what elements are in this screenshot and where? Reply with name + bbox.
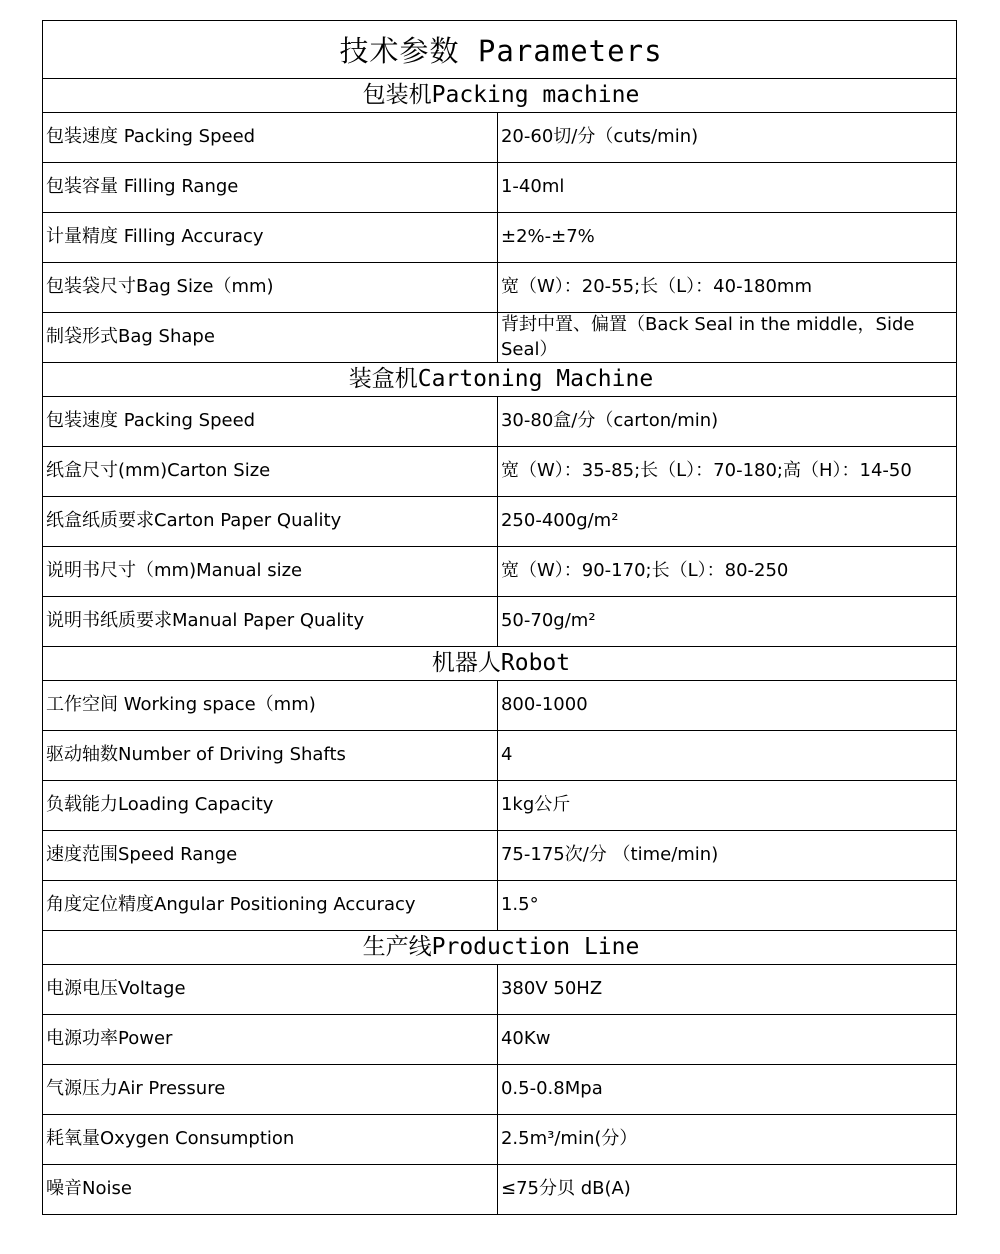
table-row — [43, 447, 957, 497]
parameter-value: 1.5° — [497, 881, 956, 931]
parameters-table-body — [43, 21, 957, 1215]
table-row — [43, 163, 957, 213]
parameter-label: 制袋形式Bag Shape — [43, 313, 498, 363]
page-title: 技术参数 Parameters — [43, 21, 957, 79]
parameter-value: 1-40ml — [497, 163, 956, 213]
parameter-label: 说明书纸质要求Manual Paper Quality — [43, 597, 498, 647]
parameter-value: 2.5m³/min(分） — [497, 1115, 956, 1165]
section-heading-row — [43, 931, 957, 965]
section-heading: 机器人Robot — [43, 647, 957, 681]
table-row — [43, 597, 957, 647]
table-row — [43, 1015, 957, 1065]
parameter-label: 驱动轴数Number of Driving Shafts — [43, 731, 498, 781]
parameter-label: 计量精度 Filling Accuracy — [43, 213, 498, 263]
parameter-value: ≤75分贝 dB(A) — [497, 1165, 956, 1215]
parameter-value: 250-400g/m² — [497, 497, 956, 547]
section-heading: 生产线Production Line — [43, 931, 957, 965]
parameter-label: 说明书尺寸（mm)Manual size — [43, 547, 498, 597]
parameter-value: 40Kw — [497, 1015, 956, 1065]
table-row — [43, 547, 957, 597]
parameter-value: 4 — [497, 731, 956, 781]
table-row — [43, 313, 957, 363]
table-row — [43, 1065, 957, 1115]
table-row — [43, 881, 957, 931]
parameter-label: 电源电压Voltage — [43, 965, 498, 1015]
section-heading: 装盒机Cartoning Machine — [43, 363, 957, 397]
table-row — [43, 831, 957, 881]
parameter-label: 负载能力Loading Capacity — [43, 781, 498, 831]
table-row — [43, 497, 957, 547]
parameter-label: 包装袋尺寸Bag Size（mm) — [43, 263, 498, 313]
parameter-value: 75-175次/分 （time/min) — [497, 831, 956, 881]
parameters-table — [42, 20, 957, 1215]
table-row — [43, 781, 957, 831]
parameter-value: ±2%-±7% — [497, 213, 956, 263]
title-row — [43, 21, 957, 79]
section-heading-row — [43, 79, 957, 113]
parameter-label: 电源功率Power — [43, 1015, 498, 1065]
parameter-label: 耗氧量Oxygen Consumption — [43, 1115, 498, 1165]
table-row — [43, 1165, 957, 1215]
parameter-label: 噪音Noise — [43, 1165, 498, 1215]
section-heading: 包装机Packing machine — [43, 79, 957, 113]
section-heading-row — [43, 363, 957, 397]
parameter-value: 宽（W）：90-170;长（L）：80-250 — [497, 547, 956, 597]
table-row — [43, 213, 957, 263]
parameter-value: 宽（W）：20-55;长（L）：40-180mm — [497, 263, 956, 313]
parameter-value: 宽（W）：35-85;长（L）：70-180;高（H）：14-50 — [497, 447, 956, 497]
table-row — [43, 681, 957, 731]
table-row — [43, 965, 957, 1015]
parameter-label: 纸盒纸质要求Carton Paper Quality — [43, 497, 498, 547]
parameter-label: 纸盒尺寸(mm)Carton Size — [43, 447, 498, 497]
parameter-value: 380V 50HZ — [497, 965, 956, 1015]
parameter-label: 包装速度 Packing Speed — [43, 397, 498, 447]
table-row — [43, 1115, 957, 1165]
table-row — [43, 731, 957, 781]
parameter-label: 速度范围Speed Range — [43, 831, 498, 881]
table-row — [43, 263, 957, 313]
table-row — [43, 113, 957, 163]
parameter-value: 30-80盒/分（carton/min) — [497, 397, 956, 447]
parameter-value: 0.5-0.8Mpa — [497, 1065, 956, 1115]
parameter-value: 20-60切/分（cuts/min) — [497, 113, 956, 163]
parameter-value: 800-1000 — [497, 681, 956, 731]
section-heading-row — [43, 647, 957, 681]
parameter-label: 工作空间 Working space（mm) — [43, 681, 498, 731]
parameter-label: 气源压力Air Pressure — [43, 1065, 498, 1115]
parameter-value: 50-70g/m² — [497, 597, 956, 647]
table-row — [43, 397, 957, 447]
parameter-value: 背封中置、偏置（Back Seal in the middle，Side Seal） — [497, 313, 956, 363]
parameter-label: 包装容量 Filling Range — [43, 163, 498, 213]
parameter-label: 角度定位精度Angular Positioning Accuracy — [43, 881, 498, 931]
parameter-value: 1kg公斤 — [497, 781, 956, 831]
parameter-label: 包装速度 Packing Speed — [43, 113, 498, 163]
